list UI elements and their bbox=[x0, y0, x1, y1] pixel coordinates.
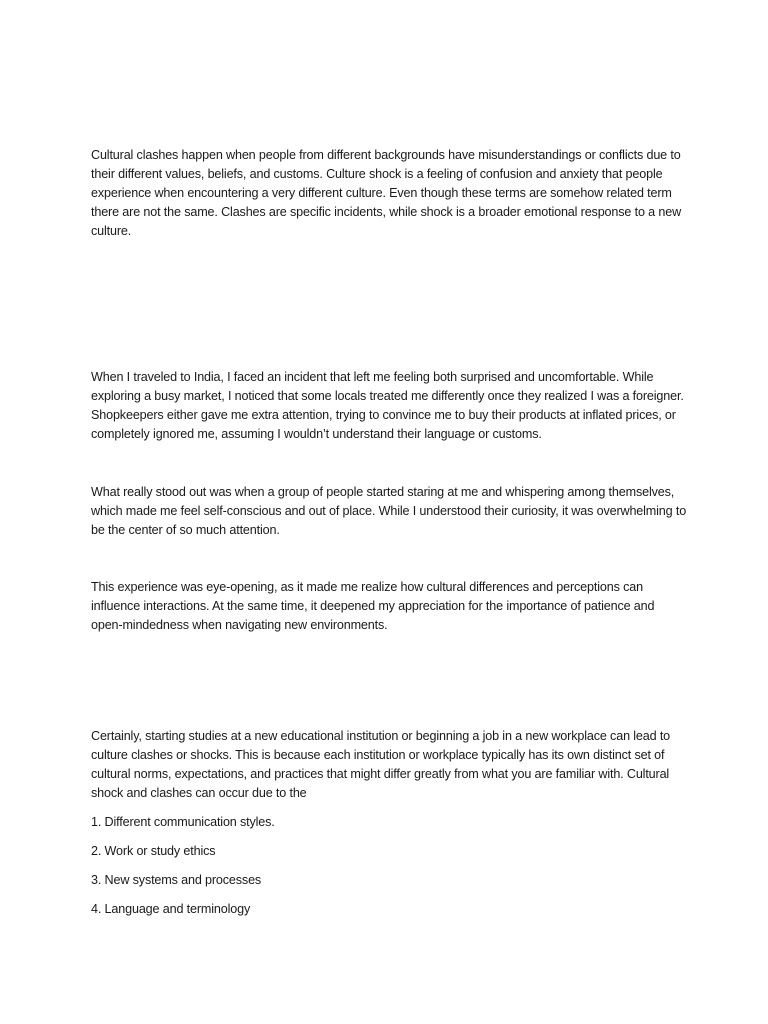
list-item: 3. New systems and processes bbox=[91, 873, 262, 887]
paragraph-reflection: This experience was eye-opening, as it made me realize how cultural differences and perceptions can influence interactions. At the same time, it deepened my appreciation for the importance of patience and open-mindedness when navigating new environments. bbox=[91, 580, 655, 632]
list-item: 1. Different communication styles. bbox=[91, 815, 275, 829]
list-item: 4. Language and terminology bbox=[91, 902, 251, 916]
paragraph-culture-definitions: Cultural clashes happen when people from different backgrounds have misunderstandings or conflicts due to their different values, beliefs, and customs. Culture shock is a feeling of confusion and anxiety that people experience when encountering a very different culture. Even though these terms are somehow related term there are not the same. Clashes are specific incidents, while shock is a broader emotional response to a new culture. bbox=[91, 148, 682, 238]
paragraph-staring-group: What really stood out was when a group of people started staring at me and whispering among themselves, which made me feel self-conscious and out of place. While I understood their curiosity, it was overwhelming to be the center of so much attention. bbox=[91, 485, 687, 537]
list-item: 2. Work or study ethics bbox=[91, 844, 216, 858]
paragraph-new-institution: Certainly, starting studies at a new educational institution or beginning a job in a new workplace can lead to culture clashes or shocks. This is because each institution or workplace typically has its own distinct set of cultural norms, expectations, and practices that might differ greatly from what you are familiar with. Cultural shock and clashes can occur due to the bbox=[91, 729, 671, 800]
paragraph-india-incident: When I traveled to India, I faced an incident that left me feeling both surprised and uncomfortable. While exploring a busy market, I noticed that some locals treated me differently once they realized I was a foreigner. Shopkeepers either gave me extra attention, trying to convince me to buy their products at inflated prices, or completely ignored me, assuming I wouldn’t understand their language or customs. bbox=[91, 370, 684, 441]
